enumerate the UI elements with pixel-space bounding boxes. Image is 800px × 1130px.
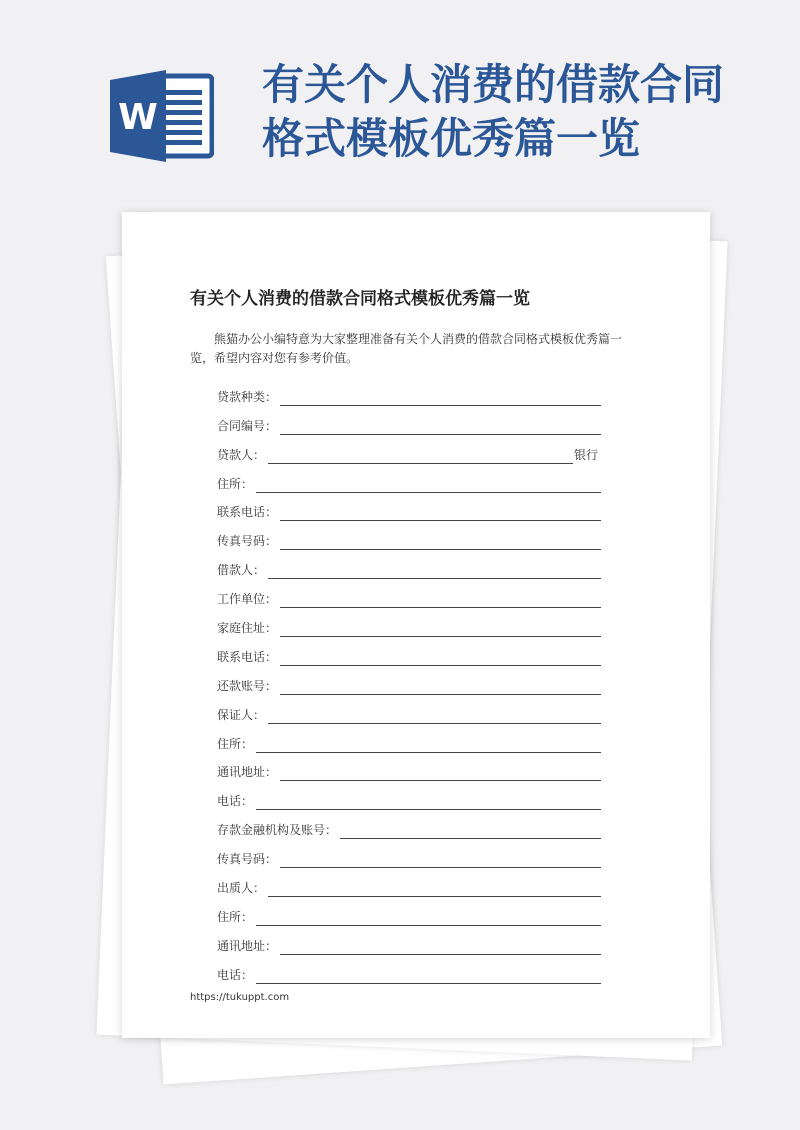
form-field-label: 还款账号： xyxy=(217,678,278,693)
form-field-row xyxy=(217,493,617,522)
form-field-blank[interactable] xyxy=(280,678,601,695)
form-field-row xyxy=(217,926,617,955)
form-field-row xyxy=(217,435,617,464)
form-field-row xyxy=(217,637,617,666)
form-field-label: 家庭住址： xyxy=(217,621,278,636)
form-field-blank[interactable] xyxy=(268,447,573,464)
form-field-row xyxy=(217,608,617,637)
form-field-label: 出质人： xyxy=(217,881,266,896)
form-field-blank[interactable] xyxy=(268,562,601,579)
form-field-row xyxy=(217,955,617,984)
footer-url: https://tukuppt.com xyxy=(190,992,290,1003)
form-field-blank[interactable] xyxy=(256,793,601,810)
form-field-blank[interactable] xyxy=(268,880,601,897)
banner-title: 有关个人消费的借款合同格式模板优秀篇一览 xyxy=(262,60,725,163)
form-field-row xyxy=(217,666,617,695)
form-field-label: 借款人： xyxy=(217,563,266,578)
form-field-label: 合同编号： xyxy=(217,418,278,433)
form-field-suffix: 银行 xyxy=(574,447,599,462)
form-field-label: 通讯地址： xyxy=(217,765,278,780)
form-field-blank[interactable] xyxy=(268,707,601,724)
form-field-label: 传真号码： xyxy=(217,534,278,549)
form-field-label: 联系电话： xyxy=(217,649,278,664)
form-fields xyxy=(217,377,617,984)
form-field-blank[interactable] xyxy=(280,591,601,608)
form-field-blank[interactable] xyxy=(280,389,601,406)
document-intro: 熊猫办公小编特意为大家整理准备有关个人消费的借款合同格式模板优秀篇一览，希望内容对您有参考价值。 xyxy=(190,332,623,365)
form-field-label: 联系电话： xyxy=(217,505,278,520)
form-field-label: 保证人： xyxy=(217,707,266,722)
form-field-row xyxy=(217,695,617,724)
form-field-label: 存款金融机构及账号： xyxy=(217,823,338,838)
form-field-blank[interactable] xyxy=(280,504,601,521)
form-field-row xyxy=(217,897,617,926)
form-field-label: 住所： xyxy=(217,909,254,924)
document-title: 有关个人消费的借款合同格式模板优秀篇一览 xyxy=(190,289,530,309)
form-field-blank[interactable] xyxy=(280,764,601,781)
form-field-row xyxy=(217,810,617,839)
form-field-blank[interactable] xyxy=(256,476,601,493)
form-field-row xyxy=(217,579,617,608)
form-field-label: 贷款种类： xyxy=(217,389,278,404)
form-field-row xyxy=(217,753,617,782)
form-field-label: 住所： xyxy=(217,736,254,751)
form-field-label: 贷款人： xyxy=(217,447,266,462)
form-field-label: 传真号码： xyxy=(217,852,278,867)
form-field-blank[interactable] xyxy=(280,938,601,955)
form-field-row xyxy=(217,724,617,753)
form-field-row xyxy=(217,550,617,579)
form-field-blank[interactable] xyxy=(280,649,601,666)
form-field-blank[interactable] xyxy=(256,736,601,753)
form-field-blank[interactable] xyxy=(340,822,601,839)
form-field-blank[interactable] xyxy=(256,909,601,926)
form-field-label: 通讯地址： xyxy=(217,938,278,953)
form-field-row xyxy=(217,464,617,493)
form-field-label: 电话： xyxy=(217,794,254,809)
form-field-row xyxy=(217,868,617,897)
form-field-row xyxy=(217,781,617,810)
form-field-blank[interactable] xyxy=(280,620,601,637)
form-field-blank[interactable] xyxy=(280,533,601,550)
form-field-blank[interactable] xyxy=(280,851,601,868)
form-field-row xyxy=(217,521,617,550)
word-document-icon xyxy=(110,68,214,164)
form-field-row xyxy=(217,377,617,406)
form-field-label: 住所： xyxy=(217,476,254,491)
banner xyxy=(0,0,800,210)
form-field-label: 电话： xyxy=(217,967,254,982)
form-field-blank[interactable] xyxy=(256,967,601,984)
form-field-row xyxy=(217,839,617,868)
word-logo-letter: W xyxy=(118,97,158,138)
form-field-blank[interactable] xyxy=(280,418,601,435)
form-field-row xyxy=(217,406,617,435)
form-field-label: 工作单位： xyxy=(217,592,278,607)
